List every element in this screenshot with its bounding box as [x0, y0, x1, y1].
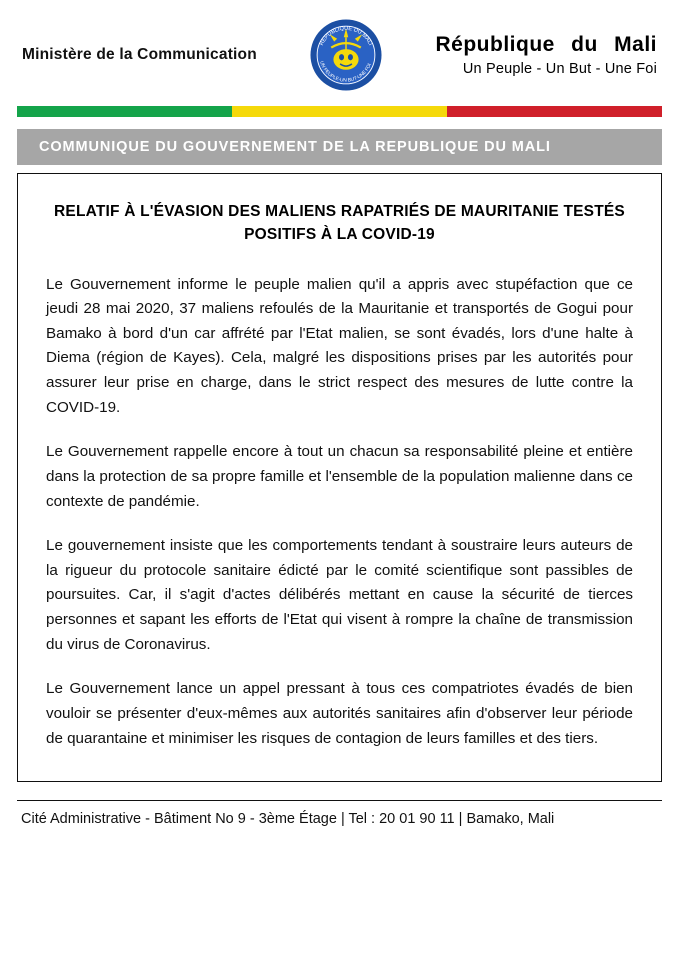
flag-segment-yellow: [232, 106, 447, 117]
mali-flag-bar: [17, 106, 662, 117]
body-paragraph: Le Gouvernement informe le peuple malien qu'il a appris avec stupéfaction que ce jeudi 28 mai 2020, 37 maliens refoulés de la Mauritanie et transportés de Gogui pour Bamako à bord d'un car affrété par l'Etat malien, se sont évadés, lors d'une halte à Diema (région de Kayes). Cela, malgré les dispositions prises par les autorités pour assurer leur prise en charge, dans le strict respect des mesures de lutte contre la COVID-19.: [46, 275, 633, 416]
footer-address: Cité Administrative - Bâtiment No 9 - 3ème Étage | Tel : 20 01 90 11 | Bamako, Mali: [21, 811, 555, 828]
document-body: [17, 173, 662, 782]
flag-segment-red: [447, 106, 662, 117]
flag-segment-green: [17, 106, 232, 117]
svg-text:REPUBLIQUE DU MALI: REPUBLIQUE DU MALI: [319, 25, 374, 47]
svg-text:UN PEUPLE-UN BUT-UNE FOI: UN PEUPLE-UN BUT-UNE FOI: [318, 60, 374, 84]
communique-banner: COMMUNIQUE DU GOUVERNEMENT DE LA REPUBLIQUE DU MALI: [17, 129, 662, 165]
republic-title: République du Mali: [435, 33, 657, 56]
republic-motto: Un Peuple - Un But - Une Foi: [462, 61, 657, 77]
body-paragraph: Le Gouvernement lance un appel pressant à tous ces compatriotes évadés de bien vouloir se présenter d'eux-mêmes aux autorités sanitaires afin d'observer leur période de quarantaine et minimiser les risques de contagion de leurs familles et des tiers.: [46, 680, 633, 747]
republic-heading: [436, 33, 664, 77]
body-paragraph: Le gouvernement insiste que les comportements tendant à soustraire leurs auteurs de la rigueur du protocole sanitaire édicté par le comité scientifique sont passibles de poursuites. Car, il s'agit d'actes délibérés mettant en cause la sécurité de tierces personnes et sapant les efforts de l'Etat qui visent à rompre la chaîne de transmission du virus de Coronavirus.: [46, 537, 633, 653]
body-paragraph: Le Gouvernement rappelle encore à tout un chacun sa responsabilité pleine et entière dans la protection de sa propre famille et l'ensemble de la population malienne dans ce contexte de pandémie.: [46, 443, 633, 510]
ministry-label: Ministère de la Communication: [22, 46, 257, 63]
coat-of-arms-icon: [309, 18, 383, 92]
document-title: RELATIF À L'ÉVASION DES MALIENS RAPATRIÉS DE MAURITANIE TESTÉS POSITIFS À LA COVID-19: [54, 203, 625, 244]
document-header: [0, 0, 679, 100]
banner-container: [17, 129, 662, 165]
